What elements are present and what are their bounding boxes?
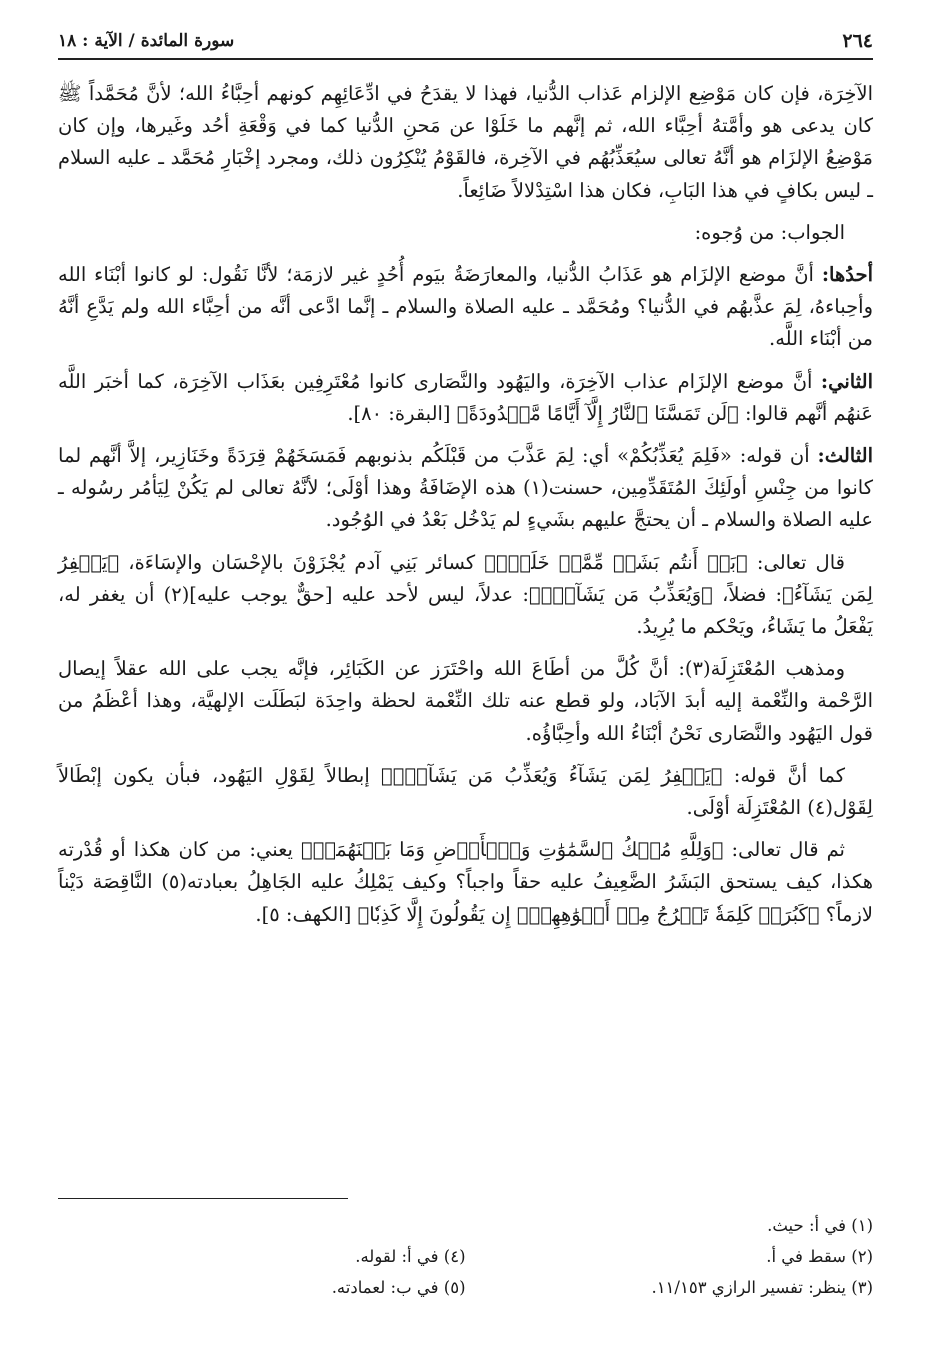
paragraph: أحدُها: أنَّ موضع الإلزَام هو عَذَابُ الدُّنيا، والمعارَضَةُ بيَوم أُحُدٍ غير لازمَة؛ لأنَّا نَقُول: لو كانوا أبْنَاء الله وأحِباءهُ، لِمَ عذَّبهُم في الدُّنيا؟ ومُحَمَّد ـ عليه الصلاة والسلام ـ إنَّما ادَّعى أنَّه من أحِبَّاء الله ولم يَدَّعِ أنَّهُ من أبْنَاء اللَّه. bbox=[58, 263, 873, 351]
footnote: (٥) في ب: لعمادته. bbox=[331, 1278, 466, 1297]
running-title: سورة المائدة / الآية : ١٨ bbox=[58, 31, 235, 51]
paragraph: ومذهب المُعْتَزِلَة(٣): أنَّ كُلَّ من أطَاعَ الله واحْتَرَز عن الكَبَائِر، فإنَّه يجب على الله عقلاً إيصال الرَّحْمة والنِّعْمة إليه أبدَ الآبَاد، ولو قطع عنه تلك النِّعْمة لحظة واحِدَة لبَطَلَت الإلهيَّة، وهذا أعْظَمُ من قول اليَهُود والنَّصَارى نَحْنُ أبْنَاءُ الله وأحِبَّاؤُه. bbox=[58, 657, 873, 745]
book-page bbox=[58, 30, 874, 1297]
footnote-spacer bbox=[58, 1210, 466, 1241]
main-text bbox=[58, 78, 873, 931]
paragraph: الثاني: أنَّ موضع الإلزَام عذاب الآخِرَة، واليَهُود والنَّصَارى كانوا مُعْتَرِفِين بعَذَاب الآخِرَة، كما أخبَر اللَّه عَنهُم أنَّهم قالوا: ﴿لَن تَمَسَّنَا ٱلنَّارُ إِلَّآ أَيَّامًا مَّعۡدُودَةً﴾ [البقرة: ٨٠]. bbox=[58, 369, 873, 425]
paragraph: الثالث: أن قوله: «فَلِمَ يُعَذِّبُكُمْ» أي: لِمَ عَذَّبَ من قَبْلَكُم بذنوبهم فَمَسَخَهُمْ قِرَدَةً وخَنَازِير، إلاَّ أنَّهم لما كانوا من جِنْسِ أولَئِكَ المُتَقَدِّمِين، حسنت(١) هذه الإضَافَةُ وهذا أوْلَى؛ لأنَّهُ تعالى لم يَكُنْ لِيَأمُر رسُوله ـ عليه الصلاة والسلام ـ أن يحتجَّ عليهم بشَيءٍ لم يَدْخُل بَعْدُ في الوُجُود. bbox=[58, 444, 873, 532]
footnote-divider bbox=[58, 1198, 348, 1199]
footnote: (٣) ينظر: تفسير الرازي ١١/١٥٣. bbox=[651, 1278, 873, 1297]
footnote: (٢) سقط في أ. bbox=[766, 1247, 873, 1266]
footnotes-left-column bbox=[58, 1210, 466, 1303]
paragraph: قال تعالى: ﴿بَلۡ أَنتُم بَشَرٞ مِّمَّنۡ خَلَقَۚ﴾ كسائر بَنِي آدم يُجْزَوْنَ بالإحْسَان والإسَاءَة، ﴿يَغۡفِرُ لِمَن يَشَآءُ﴾: فضلاً، ﴿وَيُعَذِّبُ مَن يَشَآءُۚ﴾: عدلاً، ليس لأحد عليه [حقٌّ يوجب عليه](٢) أن يغفر له، يَفْعَلُ ما يَشَاءُ، ويَحْكم ما يُرِيدُ. bbox=[58, 550, 873, 639]
paragraph: ثم قال تعالى: ﴿وَلِلَّهِ مُلۡكُ ٱلسَّمَٰوَٰتِ وَٱلۡأَرۡضِ وَمَا بَيۡنَهُمَاۖ﴾ يعني: من كان هكذا أو قُدْرته هكذا، كيف يستحق البَشَرُ الضَّعِيفُ عليه حقاً واجباً؟ وكيف يَمْلِكُ عليه الجَاهِلُ بعبادته(٥) النَّاقِصَة دَيْناً لازماً؟ ﴿كَبُرَتۡ كَلِمَةٗ تَخۡرُجُ مِنۡ أَفۡوَٰهِهِمۡۚ إِن يَقُولُونَ إِلَّا كَذِبٗا﴾ [الكهف: ٥]. bbox=[58, 838, 874, 926]
paragraph: الآخِرَة، فإن كان مَوْضِع الإلزام عَذاب الدُّنيا، فهذا لا يقدَحُ في ادِّعَائِهِم كونهم أحِبَّاءُ الله؛ لأنَّ مُحَمَّداً ﷺ كان يدعى هو وأمَّتهُ أحِبَّاء الله، ثم إنَّهم ما خَلَوْا عن مَحنِ الدُّنيا كما في وَقْعَةِ أحُد وغَيرها، وإن كان مَوْضِعُ الإلزَام هو أنَّهُ تعالى سيُعَذِّبُهُم في الآخِرة، فالقَوْمُ يُنْكِرُون ذلك، ومجرد إخْبَارِ مُحَمَّد ـ عليه السلام ـ ليس بكافٍ في هذا البَابِ، فكان هذا اسْتِدْلالاً ضَائِعاً. bbox=[58, 82, 873, 202]
footnote: (١) في أ: حيث. bbox=[767, 1216, 873, 1235]
footnotes-right-column bbox=[466, 1210, 874, 1303]
page-header bbox=[58, 30, 873, 60]
footnotes bbox=[58, 1210, 873, 1303]
footnote: (٤) في أ: لقوله. bbox=[355, 1247, 466, 1266]
paragraph: الجواب: من وُجوه: bbox=[694, 220, 845, 244]
page-number: ٢٦٤ bbox=[842, 30, 873, 52]
paragraph: كما أنَّ قوله: ﴿يَغۡفِرُ لِمَن يَشَآءُ وَيُعَذِّبُ مَن يَشَآءُۚ﴾ إبطالاً لِقَوْلِ اليَهُود، فبأن يكون إبْطَالاً لِقَوْل(٤) المُعْتَزِلَة أوْلَى. bbox=[58, 763, 873, 820]
